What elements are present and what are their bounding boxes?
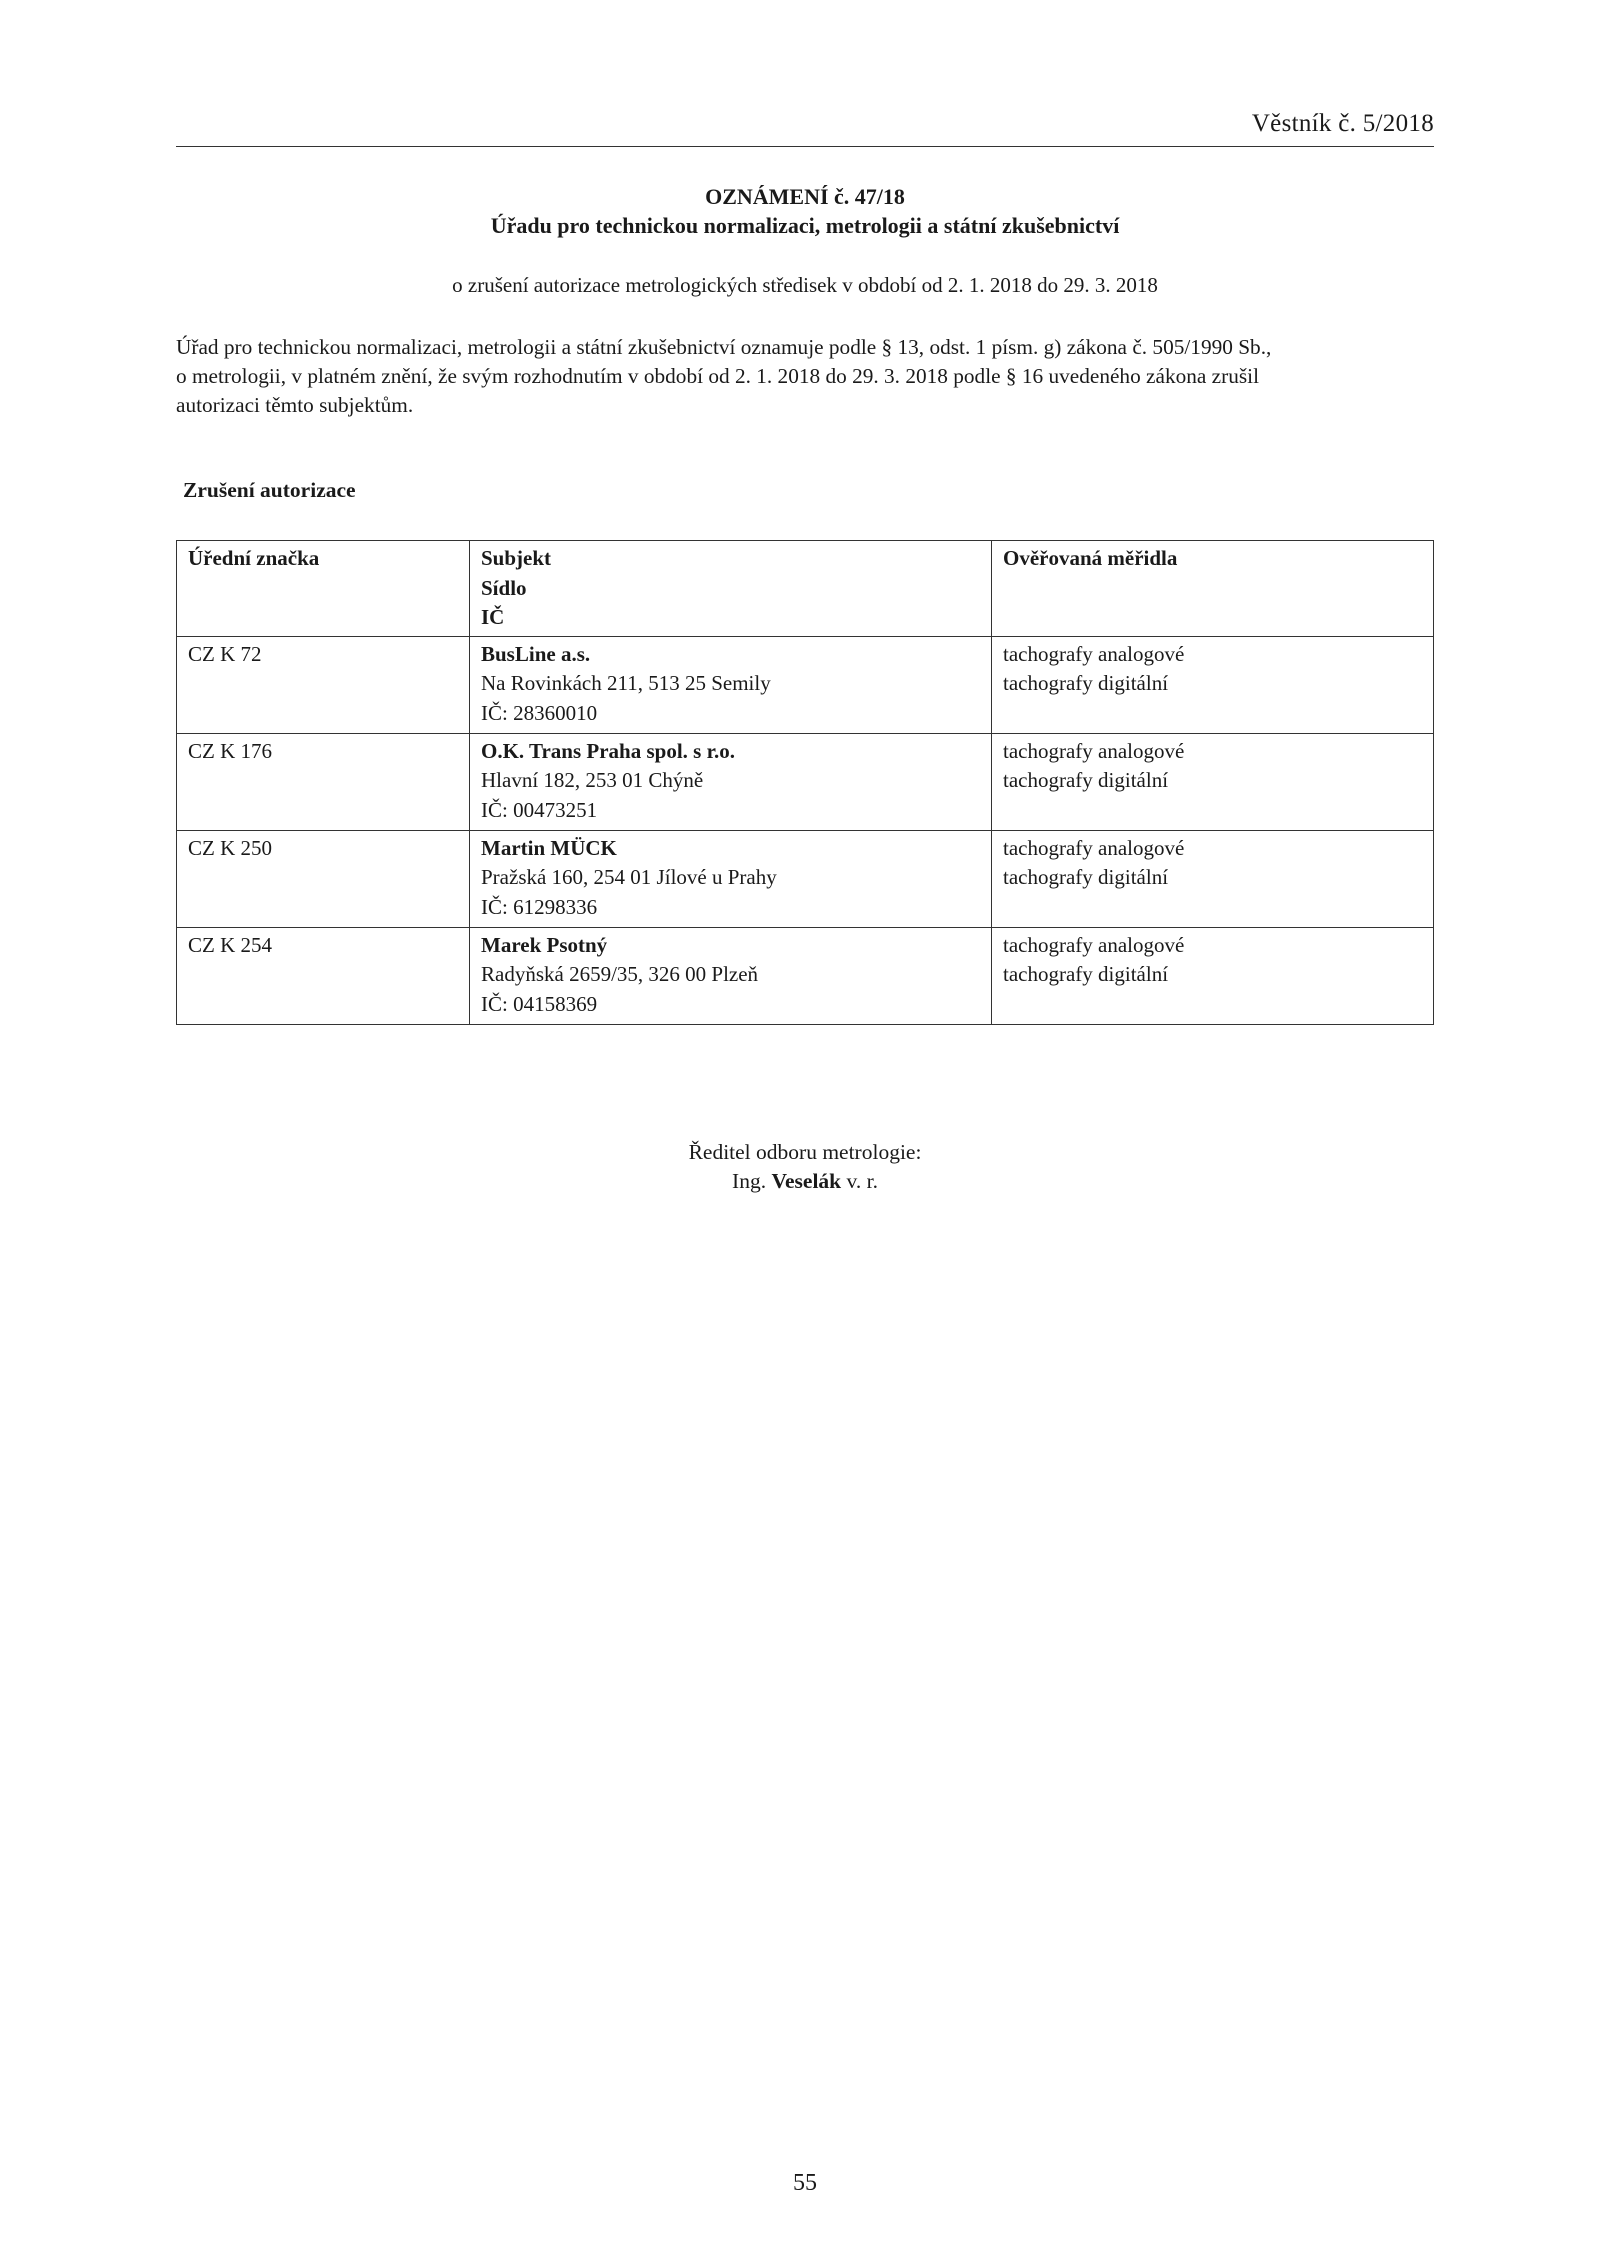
signature-name: Veselák <box>771 1169 842 1193</box>
official-mark-cell: CZ K 72 <box>177 636 470 733</box>
subject-address: Radyňská 2659/35, 326 00 Plzeň <box>481 962 759 986</box>
subject-cell <box>470 636 992 733</box>
subject-name: Marek Psotný <box>481 932 608 957</box>
meter-analog: tachografy analogové <box>1003 932 1185 957</box>
meter-digital: tachografy digitální <box>1003 671 1169 695</box>
subject-ic: IČ: 28360010 <box>481 700 598 725</box>
meter-analog: tachografy analogové <box>1003 835 1185 860</box>
signature-prefix: Ing. <box>732 1169 767 1193</box>
page-number: 55 <box>793 2170 817 2196</box>
section-heading: Zrušení autorizace <box>183 478 356 502</box>
signature-suffix: v. r. <box>846 1169 878 1193</box>
subject-cell <box>470 927 992 1024</box>
meter-digital: tachografy digitální <box>1003 768 1169 792</box>
subject-cell <box>470 830 992 927</box>
subject-address: Pražská 160, 254 01 Jílové u Prahy <box>481 865 777 889</box>
header-subject <box>470 541 992 637</box>
table-header-row <box>177 541 1434 637</box>
meter-digital: tachografy digitální <box>1003 962 1169 986</box>
signature-name-line <box>176 1169 1434 1194</box>
subject-ic: IČ: 61298336 <box>481 894 598 919</box>
intro-line-3: autorizaci těmto subjektům. <box>176 393 414 417</box>
subject-ic: IČ: 00473251 <box>481 797 598 822</box>
revocation-table <box>176 540 1434 1025</box>
official-mark-cell: CZ K 250 <box>177 830 470 927</box>
meter-analog: tachografy analogové <box>1003 641 1185 666</box>
page-header <box>176 110 1434 147</box>
notice-title: OZNÁMENÍ č. 47/18 <box>705 184 905 209</box>
notice-issuer: Úřadu pro technickou normalizaci, metrologii a státní zkušebnictví <box>490 213 1120 238</box>
header-official-mark: Úřední značka <box>177 541 470 637</box>
meter-digital: tachografy digitální <box>1003 865 1169 889</box>
notice-subtitle: o zrušení autorizace metrologických středisek v období od 2. 1. 2018 do 29. 3. 2018 <box>452 273 1158 297</box>
intro-line-1: Úřad pro technickou normalizaci, metrologii a státní zkušebnictví oznamuje podle § 13, odst. 1 písm. g) zákona č. 505/1990 Sb., <box>176 335 1272 359</box>
meter-analog: tachografy analogové <box>1003 738 1185 763</box>
table-row <box>177 733 1434 830</box>
intro-line-2: o metrologii, v platném znění, že svým rozhodnutím v období od 2. 1. 2018 do 29. 3. 2018 podle § 16 uvedeného zákona zrušil <box>176 364 1259 388</box>
meters-cell <box>992 733 1434 830</box>
intro-paragraph <box>176 333 1434 420</box>
subject-name: O.K. Trans Praha spol. s r.o. <box>481 738 735 763</box>
subject-ic: IČ: 04158369 <box>481 991 598 1016</box>
journal-issue-label: Věstník č. 5/2018 <box>1251 110 1434 137</box>
subject-address: Hlavní 182, 253 01 Chýně <box>481 768 704 792</box>
subject-name: Martin MÜCK <box>481 835 617 860</box>
subject-name: BusLine a.s. <box>481 641 591 666</box>
header-seat-label: Sídlo <box>481 575 527 600</box>
subject-cell <box>470 733 992 830</box>
signature-role: Ředitel odboru metrologie: <box>688 1140 922 1164</box>
official-mark-cell: CZ K 254 <box>177 927 470 1024</box>
header-verified-meters: Ověřovaná měřidla <box>992 541 1434 637</box>
header-ic-label: IČ <box>481 605 505 629</box>
table-row <box>177 636 1434 733</box>
meters-cell <box>992 636 1434 733</box>
official-mark-cell: CZ K 176 <box>177 733 470 830</box>
table-row <box>177 830 1434 927</box>
meters-cell <box>992 927 1434 1024</box>
subject-address: Na Rovinkách 211, 513 25 Semily <box>481 671 771 695</box>
header-subject-label: Subjekt <box>481 546 552 570</box>
meters-cell <box>992 830 1434 927</box>
table-row <box>177 927 1434 1024</box>
